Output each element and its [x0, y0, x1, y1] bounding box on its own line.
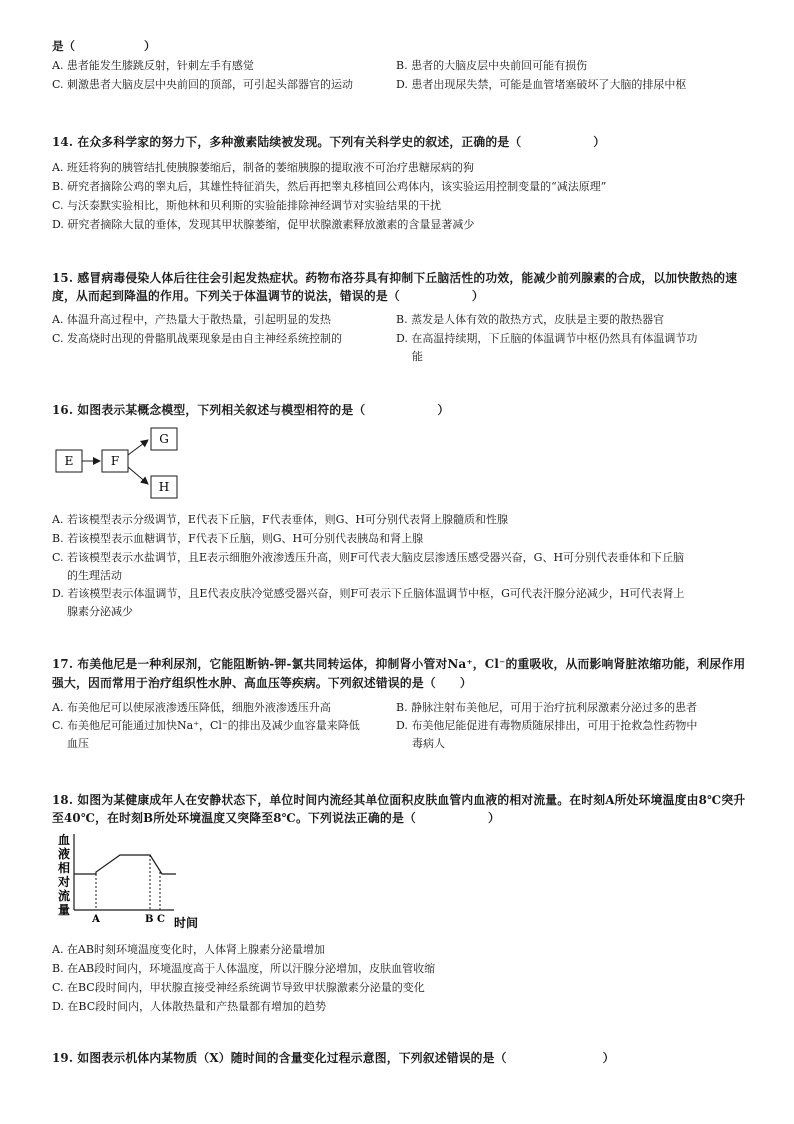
q14-option-c: C. 与沃泰默实验相比，斯他林和贝利斯的实验能排除神经调节对实验结果的干扰	[52, 199, 442, 212]
q15-option-b: B. 蒸发是人体有效的散热方式，皮肤是主要的散热器官	[396, 313, 665, 326]
q18-stem-line1: 18. 如图为某健康成年人在安静状态下，单位时间内流经其单位面积皮肤血管内血液的相对流量。在时刻A所处环境温度由8℃突升	[52, 793, 746, 807]
q13-option-c: C. 刺激患者大脑皮层中央前回的顶部，可引起头部器官的运动	[52, 78, 354, 91]
q18-option-c: C. 在BC段时间内，甲状腺直接受神经系统调节导致甲状腺激素分泌量的变化	[52, 981, 425, 994]
q17-option-b: B. 静脉注射布美他尼，可用于治疗抗利尿激素分泌过多的患者	[396, 701, 698, 714]
q17-option-a: A. 布美他尼可以使尿液渗透压降低，细胞外液渗透压升高	[52, 701, 331, 714]
q17-stem-line1: 17. 布美他尼是一种利尿剂，它能阻断钠-钾-氯共同转运体，抑制肾小管对Na⁺，Cl⁻的重吸收，从而影响肾脏浓缩功能，利尿作用	[52, 657, 746, 671]
tick-a: A	[92, 914, 100, 925]
q16-option-a: A. 若该模型表示分级调节，E代表下丘脑，F代表垂体，则G、H可分别代表肾上腺髓质和性腺	[52, 513, 508, 526]
q15-option-c: C. 发高烧时出现的骨骼肌战栗现象是由自主神经系统控制的	[52, 332, 343, 345]
q13-option-a: A. 患者能发生膝跳反射，针刺左手有感觉	[52, 59, 254, 72]
q13-option-d: D. 患者出现尿失禁，可能是血管堵塞破坏了大脑的排尿中枢	[396, 78, 687, 91]
q17-stem-line2: 强大，因而常用于治疗组织性水肿、高血压等疾病。下列叙述错误的是（ ）	[52, 676, 472, 690]
q13-option-b: B. 患者的大脑皮层中央前回可能有损伤	[396, 59, 588, 72]
q16-option-c-line1: C. 若该模型表示水盐调节，且E表示细胞外液渗透压升高，则F可代表大脑皮层渗透压感受器兴奋，G、H可分别代表垂体和下丘脑	[52, 551, 685, 564]
q13-stem-tail: 是（ ）	[52, 39, 156, 53]
q18-option-a: A. 在AB时刻环境温度变化时，人体肾上腺素分泌量增加	[52, 943, 325, 956]
box-e-label: E	[64, 454, 74, 468]
tick-bc: B C	[145, 914, 165, 925]
y-label-char-1: 血	[57, 833, 71, 847]
q14-option-a: A. 班廷将狗的胰管结扎使胰腺萎缩后，制备的萎缩胰腺的提取液不可治疗患糖尿病的狗	[52, 161, 474, 174]
q15-stem-line1: 15. 感冒病毒侵染人体后往往会引起发热症状。药物布洛芬具有抑制下丘脑活性的功效，能减少前列腺素的合成，以加快散热的速	[52, 271, 738, 285]
y-label-char-5: 流	[57, 889, 71, 903]
q16-option-d-line2: 腺素分泌减少	[67, 605, 133, 618]
y-label-char-3: 相	[57, 861, 71, 875]
y-label-char-6: 量	[57, 903, 71, 917]
q16-option-c-line2: 的生理活动	[67, 569, 122, 582]
x-label: 时间	[173, 916, 199, 930]
q15-option-d-line2: 能	[412, 350, 423, 363]
q16-option-d-line1: D. 若该模型表示体温调节，且E代表皮肤冷觉感受器兴奋，则F可表示下丘脑体温调节中枢，G可代表汗腺分泌减少，H可代表肾上	[52, 587, 685, 600]
q17-option-c-line1: C. 布美他尼可能通过加快Na⁺，Cl⁻的排出及减少血容量来降低	[52, 719, 360, 732]
q15-option-a: A. 体温升高过程中，产热量大于散热量，引起明显的发热	[52, 313, 331, 326]
y-label-char-4: 对	[57, 875, 71, 889]
q15-option-d-line1: D. 在高温持续期，下丘脑的体温调节中枢仍然具有体温调节功	[396, 332, 698, 345]
blood-flow-graph	[52, 830, 202, 930]
q18-option-b: B. 在AB段时间内，环境温度高于人体温度，所以汗腺分泌增加，皮肤血管收缩	[52, 962, 436, 975]
box-f-label: F	[110, 454, 120, 468]
q14-option-d: D. 研究者摘除大鼠的垂体，发现其甲状腺萎缩，促甲状腺激素释放激素的含量显著减少	[52, 218, 475, 231]
q17-option-d-line1: D. 布美他尼能促进有毒物质随尿排出，可用于抢救急性药物中	[396, 719, 698, 732]
arrow-f-h	[128, 467, 148, 484]
box-h-label: H	[158, 480, 170, 494]
q14-stem: 14. 在众多科学家的努力下，多种激素陆续被发现。下列有关科学史的叙述，正确的是（ ）	[52, 135, 606, 149]
arrow-f-g	[128, 440, 148, 455]
q16-option-b: B. 若该模型表示血糖调节，F代表下丘脑，则G、H可分别代表胰岛和肾上腺	[52, 532, 424, 545]
q19-stem: 19. 如图表示机体内某物质（X）随时间的含量变化过程示意图，下列叙述错误的是（ ）	[52, 1051, 615, 1065]
concept-model-diagram	[52, 424, 202, 506]
q15-stem-line2: 度，从而起到降温的作用。下列关于体温调节的说法，错误的是（ ）	[52, 289, 484, 303]
q14-option-b: B. 研究者摘除公鸡的睾丸后，其雄性特征消失，然后再把睾丸移植回公鸡体内，该实验运用控制变量的“减法原理”	[52, 180, 607, 193]
q17-option-d-line2: 毒病人	[412, 737, 445, 750]
flow-curve	[74, 855, 176, 874]
q17-option-c-line2: 血压	[67, 737, 89, 750]
box-g-label: G	[159, 432, 169, 446]
q18-option-d: D. 在BC段时间内，人体散热量和产热量都有增加的趋势	[52, 1000, 327, 1013]
q16-stem: 16. 如图表示某概念模型，下列相关叙述与模型相符的是（ ）	[52, 403, 450, 417]
y-label-char-2: 液	[57, 847, 71, 861]
q18-stem-line2: 至40℃，在时刻B所处环境温度又突降至8℃。下列说法正确的是（ ）	[52, 811, 500, 825]
